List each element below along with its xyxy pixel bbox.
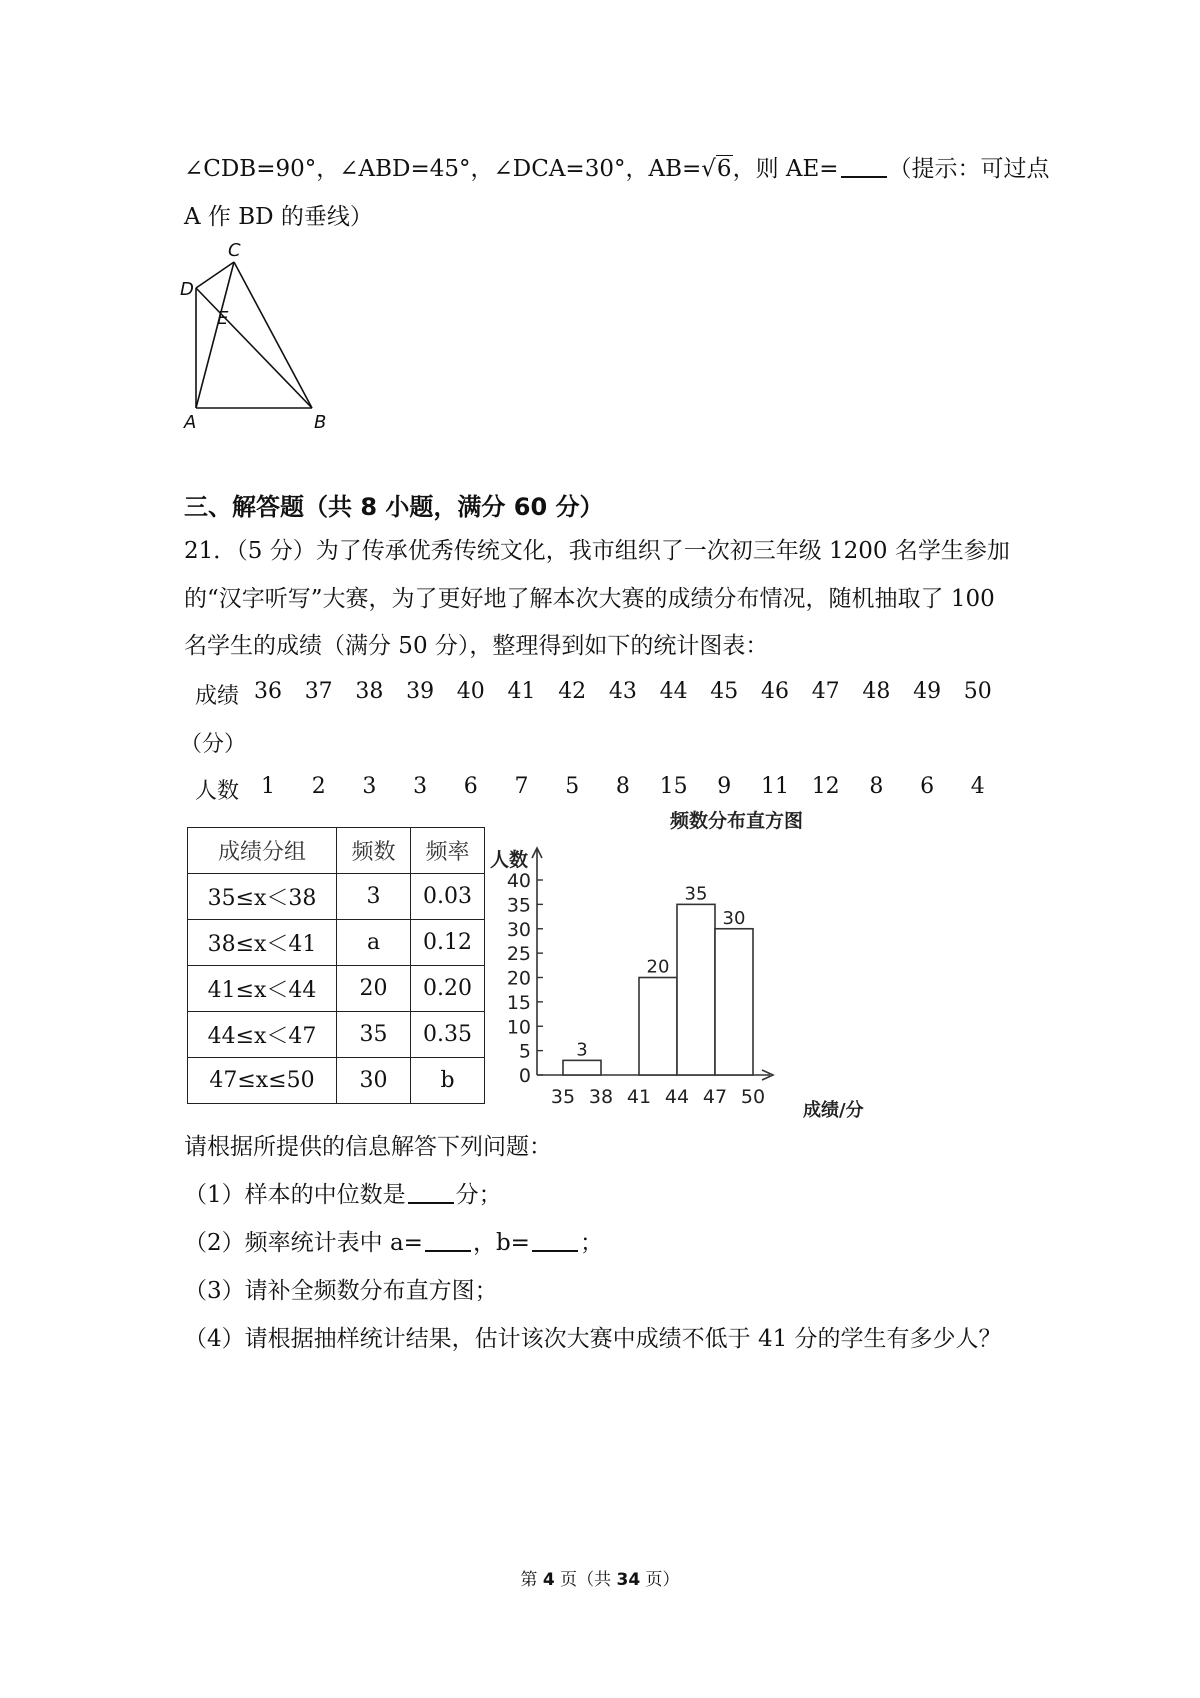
label-b: B: [314, 412, 327, 430]
count-value: 12: [811, 774, 840, 799]
score-value: 45: [710, 679, 739, 704]
score-value: 36: [254, 679, 282, 704]
total-pages: 34: [616, 1570, 641, 1590]
q20-text-mid: ，则 AE=: [732, 156, 839, 182]
page-footer: 第 4 页（共 34 页）: [520, 1570, 680, 1590]
x-tick-label: 44: [664, 1086, 690, 1108]
q20-line1: [184, 154, 1050, 184]
count-value: 15: [659, 774, 688, 799]
frequency-table: [187, 827, 485, 1104]
table-cell: 35: [337, 1012, 411, 1058]
score-unit-label: （分）: [180, 732, 247, 757]
count-value: 6: [463, 774, 478, 799]
x-tick-label: 41: [626, 1086, 652, 1108]
count-value: 3: [362, 774, 377, 799]
q21-sub2: [184, 1228, 603, 1258]
score-value: 48: [862, 679, 891, 704]
score-value: 41: [507, 679, 536, 704]
table-row: [188, 966, 485, 1012]
answer-blank-ae[interactable]: [841, 154, 887, 178]
answer-blank-a[interactable]: [425, 1228, 471, 1252]
answer-blank-b[interactable]: [532, 1228, 578, 1252]
score-value: 47: [811, 679, 840, 704]
histogram-bar: [677, 904, 715, 1075]
q20-text-pre: ∠CDB=90°，∠ABD=45°，∠DCA=30°，AB=: [184, 156, 702, 182]
score-value: 43: [608, 679, 637, 704]
q21-line2: 的“汉字听写”大赛，为了更好地了解本次大赛的成绩分布情况，随机抽取了 100: [184, 586, 995, 612]
y-tick-label: 40: [506, 870, 531, 892]
count-value: 2: [311, 774, 326, 799]
y-tick-label: 30: [506, 918, 531, 941]
score-label: 成绩: [195, 684, 240, 709]
count-value: 4: [970, 774, 985, 799]
count-value: 1: [261, 774, 275, 799]
table-row: [188, 920, 485, 966]
sub2-text: （2）频率统计表中 a=: [184, 1230, 423, 1256]
x-tick-label: 50: [740, 1086, 766, 1108]
table-cell: 41≤x＜44: [188, 966, 337, 1012]
table-row: [188, 1058, 485, 1104]
sub2-text-end: ；: [579, 1230, 603, 1256]
table-cell: a: [337, 920, 411, 966]
table-cell: 30: [337, 1058, 411, 1104]
count-value: 3: [413, 774, 428, 799]
label-e: E: [217, 308, 229, 329]
label-d: D: [180, 279, 194, 300]
sub2-text-mid: ，b=: [472, 1230, 530, 1256]
bar-value-label: 20: [646, 956, 670, 978]
score-value: 37: [304, 679, 333, 704]
histogram-chart: [485, 800, 885, 1120]
score-value: 39: [406, 679, 435, 704]
table-cell: 35≤x＜38: [188, 874, 337, 920]
table-cell: b: [411, 1058, 485, 1104]
table-header-row: [188, 828, 485, 874]
label-a: A: [184, 412, 197, 430]
table-cell: 47≤x≤50: [188, 1058, 337, 1104]
table-cell: 0.35: [411, 1012, 485, 1058]
score-value: 38: [355, 679, 384, 704]
table-header: 成绩分组: [188, 828, 337, 874]
segment-cb: [234, 262, 312, 408]
x-tick-label: 38: [588, 1086, 614, 1108]
q21-sub1: [184, 1180, 502, 1210]
x-axis-label: 成绩/分: [803, 1100, 864, 1120]
histogram-bar: [639, 978, 677, 1076]
y-tick-label: 15: [506, 991, 531, 1014]
histogram-bar: [563, 1060, 601, 1075]
y-tick-label: 0: [518, 1065, 531, 1087]
count-value: 9: [717, 774, 732, 799]
count-value: 5: [565, 774, 580, 799]
sub1-text-end: 分；: [455, 1182, 502, 1208]
score-value: 40: [456, 679, 485, 704]
y-tick-label: 20: [506, 967, 531, 990]
count-value: 8: [869, 774, 884, 799]
x-ticks: [551, 1086, 765, 1108]
count-label: 人数: [195, 779, 240, 804]
sqrt-expression: √6: [701, 156, 732, 182]
table-header: 频率: [411, 828, 485, 874]
sub1-text: （1）样本的中位数是: [184, 1182, 406, 1208]
count-value: 11: [761, 774, 789, 799]
q21-line3: 名学生的成绩（满分 50 分），整理得到如下的统计图表：: [184, 633, 769, 659]
q21-sub3: （3）请补全频数分布直方图；: [184, 1278, 498, 1304]
label-c: C: [228, 240, 241, 261]
count-value: 7: [514, 774, 529, 799]
table-header: 频数: [337, 828, 411, 874]
table-cell: 38≤x＜41: [188, 920, 337, 966]
q21-line1: 21．（5 分）为了传承优秀传统文化，我市组织了一次初三年级 1200 名学生参加: [184, 538, 1010, 564]
score-value: 46: [761, 679, 789, 704]
y-tick-label: 10: [506, 1016, 531, 1039]
table-cell: 0.12: [411, 920, 485, 966]
table-row: [188, 874, 485, 920]
count-value: 6: [920, 774, 935, 799]
q21-sub4: （4）请根据抽样统计结果，估计该次大赛中成绩不低于 41 分的学生有多少人？: [184, 1326, 1002, 1352]
bar-value-label: 35: [684, 883, 708, 905]
y-tick-label: 5: [518, 1040, 531, 1063]
score-value: 50: [963, 679, 992, 704]
current-page: 4: [542, 1570, 555, 1590]
q20-line2: A 作 BD 的垂线）: [184, 204, 373, 230]
geometry-figure: [180, 240, 340, 430]
q21-prompt: 请根据所提供的信息解答下列问题：: [184, 1134, 552, 1160]
table-cell: 3: [337, 874, 411, 920]
x-tick-label: 35: [550, 1086, 576, 1108]
histogram-bar: [715, 929, 753, 1075]
bar-value-label: 3: [576, 1039, 588, 1061]
score-value: 49: [913, 679, 942, 704]
y-tick-label: 35: [506, 894, 531, 917]
chart-title: 频数分布直方图: [670, 810, 804, 832]
score-value: 42: [558, 679, 587, 704]
count-value: 8: [615, 774, 630, 799]
table-cell: 0.20: [411, 966, 485, 1012]
x-tick-label: 47: [702, 1086, 728, 1108]
table-cell: 44≤x＜47: [188, 1012, 337, 1058]
q20-text-post: （提示：可过点: [888, 156, 1050, 182]
y-axis-label: 人数: [490, 849, 529, 871]
answer-blank-median[interactable]: [408, 1180, 454, 1204]
table-cell: 20: [337, 966, 411, 1012]
segment-db: [196, 288, 312, 408]
bar-value-label: 30: [722, 907, 746, 929]
table-cell: 0.03: [411, 874, 485, 920]
table-row: [188, 1012, 485, 1058]
section-title: 三、解答题（共 8 小题，满分 60 分）: [184, 493, 604, 521]
score-value: 44: [659, 679, 688, 704]
y-tick-label: 25: [506, 943, 531, 966]
bars: [563, 883, 753, 1075]
